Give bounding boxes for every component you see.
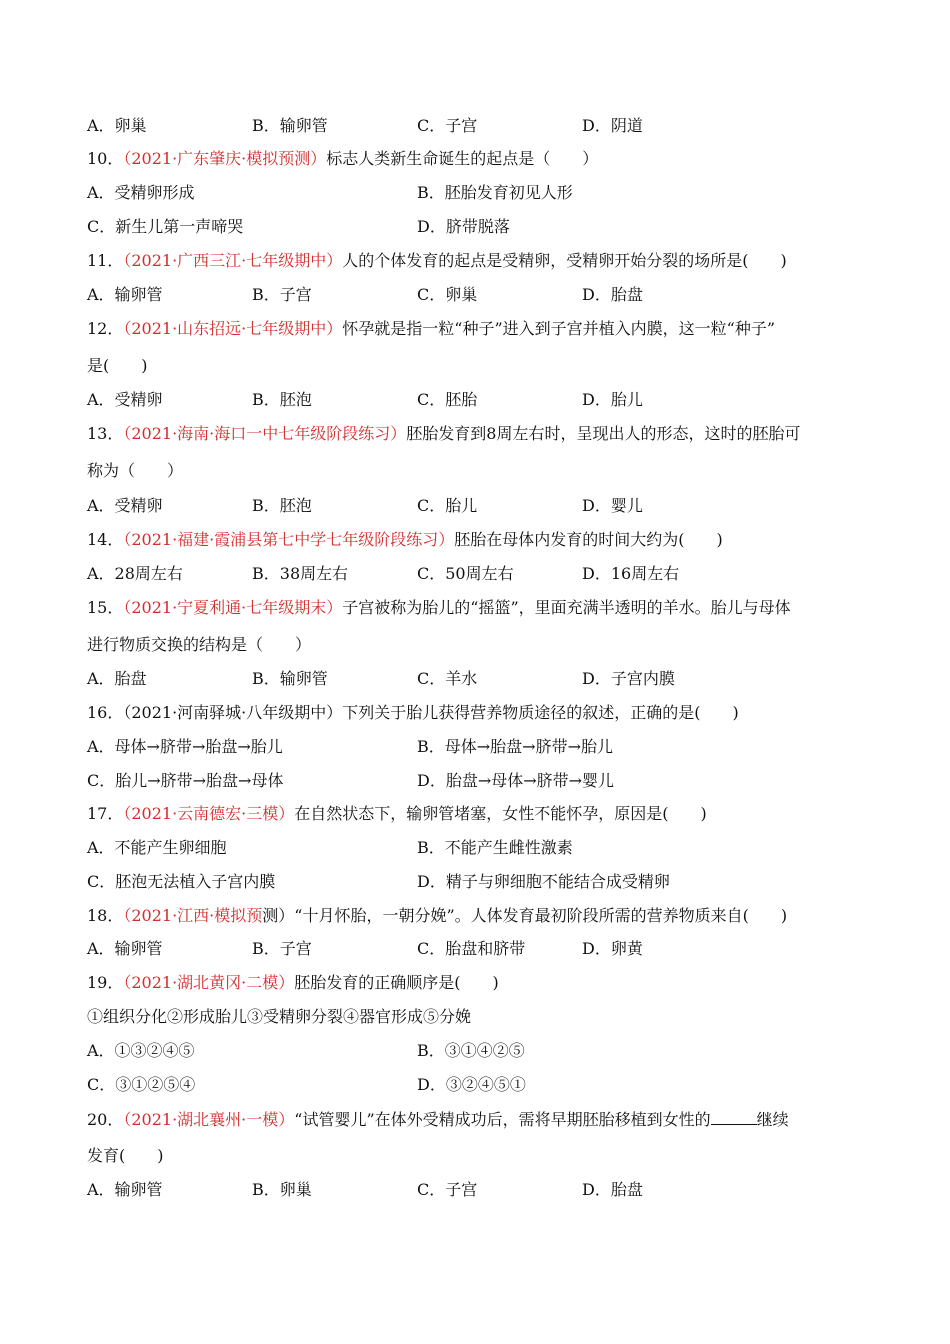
q12-options (87, 387, 867, 413)
q17-option-d[interactable]: D．精子与卵细胞不能结合成受精卵 (417, 872, 670, 891)
q9-options (87, 113, 867, 139)
q15-options (87, 666, 867, 692)
q11-source: （2021·广西三江·七年级期中） (123, 251, 343, 270)
q11-stem (87, 248, 787, 274)
q13-option-c[interactable]: C．胎儿 (417, 496, 478, 515)
q16-option-b[interactable]: B．母体→胎盘→脐带→胎儿 (417, 737, 613, 756)
q16-option-a[interactable]: A．母体→脐带→胎盘→胎儿 (87, 737, 283, 756)
q15-option-d[interactable]: D．子宫内膜 (582, 669, 675, 688)
q19-source: （2021·湖北黄冈·二模） (123, 973, 295, 992)
q12-option-c[interactable]: C．胚胎 (417, 390, 478, 409)
q11-option-a[interactable]: A．输卵管 (87, 285, 163, 304)
q17-option-b[interactable]: B．不能产生雌性激素 (417, 838, 573, 857)
q10-text: 标志人类新生命诞生的起点是（ ） (326, 149, 599, 168)
q17-options-row1 (87, 835, 867, 861)
q14-option-a[interactable]: A．28周左右 (87, 564, 183, 583)
q10-options-row1 (87, 180, 867, 206)
q18-text: “十月怀胎，一朝分娩”。人体发育最初阶段所需的营养物质来自( ) (294, 906, 788, 925)
q14-option-c[interactable]: C．50周左右 (417, 564, 514, 583)
q18-option-d[interactable]: D．卵黄 (582, 939, 643, 958)
q16-stem (87, 700, 739, 726)
q16-options-row2 (87, 768, 867, 794)
q20-source: （2021·湖北襄州·一模） (123, 1110, 295, 1129)
q18-option-c[interactable]: C．胎盘和脐带 (417, 939, 526, 958)
q19-option-b[interactable]: B．③①④②⑤ (417, 1041, 525, 1060)
q13-stem (87, 421, 800, 447)
q11-option-d[interactable]: D．胎盘 (582, 285, 643, 304)
q13-stem-cont: 称为（ ） (87, 461, 184, 480)
q19-option-d[interactable]: D．③②④⑤① (417, 1075, 526, 1094)
q9-option-a[interactable]: A．卵巢 (87, 116, 147, 135)
q20-option-a[interactable]: A．输卵管 (87, 1180, 163, 1199)
q14-number: 14． (87, 530, 124, 549)
q17-number: 17． (87, 804, 124, 823)
q16-options-row1 (87, 734, 867, 760)
q10-option-b[interactable]: B．胚胎发育初见人形 (417, 183, 573, 202)
q14-source: （2021·福建·霞浦县第七中学七年级阶段练习） (123, 530, 455, 549)
q17-options-row2 (87, 869, 867, 895)
q19-sequence: ①组织分化②形成胎儿③受精卵分裂④器官形成⑤分娩 (87, 1007, 472, 1026)
q15-option-a[interactable]: A．胎盘 (87, 669, 147, 688)
q9-option-b[interactable]: B．输卵管 (252, 116, 328, 135)
q19-text: 胚胎发育的正确顺序是( ) (294, 973, 499, 992)
q11-options (87, 282, 867, 308)
q15-source: （2021·宁夏利通·七年级期末） (123, 598, 343, 617)
q16-text: 下列关于胎儿获得营养物质途径的叙述，正确的是( ) (342, 703, 739, 722)
q16-source: （2021·河南驿城·八年级期中） (123, 703, 343, 722)
q20-options (87, 1177, 867, 1203)
q16-number: 16． (87, 703, 124, 722)
q18-options (87, 936, 867, 962)
q10-option-c[interactable]: C．新生儿第一声啼哭 (87, 217, 244, 236)
q20-answer-blank[interactable] (711, 1106, 757, 1125)
q16-option-c[interactable]: C．胎儿→脐带→胎盘→母体 (87, 771, 284, 790)
q19-options-row1 (87, 1038, 867, 1064)
q19-option-a[interactable]: A．①③②④⑤ (87, 1041, 195, 1060)
q20-text: “试管婴儿”在体外受精成功后，需将早期胚胎移植到女性的 (294, 1110, 711, 1129)
q20-text-after: 继续 (756, 1110, 789, 1129)
q10-stem (87, 146, 598, 172)
q16-option-d[interactable]: D．胎盘→母体→脐带→婴儿 (417, 771, 615, 790)
q10-option-a[interactable]: A．受精卵形成 (87, 183, 195, 202)
q17-option-a[interactable]: A．不能产生卵细胞 (87, 838, 227, 857)
q14-text: 胚胎在母体内发育的时间大约为( ) (454, 530, 723, 549)
q10-option-d[interactable]: D．脐带脱落 (417, 217, 510, 236)
q9-option-d[interactable]: D．阴道 (582, 116, 643, 135)
q13-option-d[interactable]: D．婴儿 (582, 496, 643, 515)
q20-option-d[interactable]: D．胎盘 (582, 1180, 643, 1199)
q12-stem-cont: 是( ) (87, 356, 148, 375)
q11-option-b[interactable]: B．子宫 (252, 285, 312, 304)
q15-stem (87, 595, 791, 621)
q20-stem (87, 1106, 789, 1132)
q13-source: （2021·海南·海口一中七年级阶段练习） (123, 424, 407, 443)
q12-option-d[interactable]: D．胎儿 (582, 390, 643, 409)
q18-source-tail: 测） (262, 906, 295, 925)
q10-number: 10． (87, 149, 124, 168)
q11-text: 人的个体发育的起点是受精卵，受精卵开始分裂的场所是( ) (342, 251, 787, 270)
q19-option-c[interactable]: C．③①②⑤④ (87, 1075, 196, 1094)
q20-option-b[interactable]: B．卵巢 (252, 1180, 312, 1199)
q13-option-b[interactable]: B．胚泡 (252, 496, 312, 515)
q12-source: （2021·山东招远·七年级期中） (123, 319, 343, 338)
q18-source: （2021·江西·模拟预 (123, 906, 263, 925)
q17-source: （2021·云南德宏·三模） (123, 804, 295, 823)
q15-option-c[interactable]: C．羊水 (417, 669, 478, 688)
q20-option-c[interactable]: C．子宫 (417, 1180, 478, 1199)
q12-option-b[interactable]: B．胚泡 (252, 390, 312, 409)
q15-option-b[interactable]: B．输卵管 (252, 669, 328, 688)
q17-text: 在自然状态下，输卵管堵塞，女性不能怀孕，原因是( ) (294, 804, 707, 823)
q13-text: 胚胎发育到8周左右时，呈现出人的形态，这时的胚胎可 (406, 424, 801, 443)
q15-number: 15． (87, 598, 124, 617)
q17-stem (87, 801, 707, 827)
q12-stem (87, 316, 775, 342)
q18-stem (87, 903, 787, 929)
q13-options (87, 493, 867, 519)
q20-stem-cont: 发育( ) (87, 1146, 164, 1165)
q11-number: 11． (87, 251, 124, 270)
q11-option-c[interactable]: C．卵巢 (417, 285, 478, 304)
q18-option-a[interactable]: A．输卵管 (87, 939, 163, 958)
q15-stem-cont: 进行物质交换的结构是（ ） (87, 635, 312, 654)
q13-option-a[interactable]: A．受精卵 (87, 496, 163, 515)
q14-stem (87, 527, 723, 553)
q12-text: 怀孕就是指一粒“种子”进入到子宫并植入内膜，这一粒“种子” (342, 319, 776, 338)
q14-option-b[interactable]: B．38周左右 (252, 564, 349, 583)
q10-options-row2 (87, 214, 867, 240)
q17-option-c[interactable]: C．胚泡无法植入子宫内膜 (87, 872, 276, 891)
q18-option-b[interactable]: B．子宫 (252, 939, 312, 958)
q18-number: 18． (87, 906, 124, 925)
q13-number: 13． (87, 424, 124, 443)
q12-number: 12． (87, 319, 124, 338)
q19-stem (87, 970, 499, 996)
q14-options (87, 561, 867, 587)
q19-number: 19． (87, 973, 124, 992)
q19-options-row2 (87, 1072, 867, 1098)
q12-option-a[interactable]: A．受精卵 (87, 390, 163, 409)
q10-source: （2021·广东肇庆·模拟预测） (123, 149, 327, 168)
q14-option-d[interactable]: D．16周左右 (582, 564, 680, 583)
q9-option-c[interactable]: C．子宫 (417, 116, 478, 135)
q20-number: 20． (87, 1110, 124, 1129)
q15-text: 子宫被称为胎儿的“摇篮”，里面充满半透明的羊水。胎儿与母体 (342, 598, 791, 617)
